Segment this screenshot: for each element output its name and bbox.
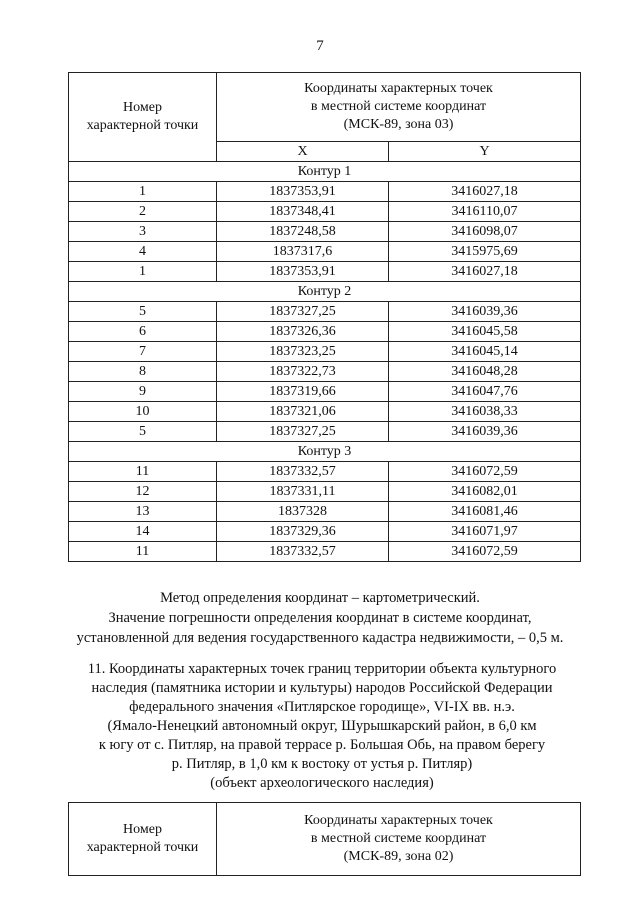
x-coordinate-cell: 1837328 [217,502,389,522]
table-row [69,482,581,502]
point-number-cell: 10 [69,402,217,422]
table-row [69,222,581,242]
point-number-cell: 5 [69,302,217,322]
method-line: Значение погрешности определения координат в системе координат, [108,610,532,626]
header-line: в местной системе координат [310,99,487,114]
table-row [69,242,581,262]
table-row [69,522,581,542]
x-coordinate-cell: 1837323,25 [217,342,389,362]
table-row [69,542,581,562]
point-number-cell: 3 [69,222,217,242]
header-line: (МСК-89, зона 02) [343,849,454,864]
section-11-heading [40,660,604,793]
y-coordinate-cell: 3416045,58 [389,322,581,342]
table-row [69,202,581,222]
method-line: Метод определения координат – картометрический. [160,590,480,606]
table-row [69,262,581,282]
y-coordinate-cell: 3416045,14 [389,342,581,362]
table-row [69,182,581,202]
point-number-cell: 8 [69,362,217,382]
y-coordinate-cell: 3416027,18 [389,262,581,282]
point-number-cell: 13 [69,502,217,522]
table-row [69,302,581,322]
x-coordinate-cell: 1837332,57 [217,462,389,482]
point-number-cell: 12 [69,482,217,502]
x-coordinate-cell: 1837248,58 [217,222,389,242]
table-row [69,382,581,402]
header-line: характерной точки [86,118,199,133]
section-line: к югу от с. Питляр, на правой террасе р. Большая Обь, на правом берегу [98,737,546,753]
x-coordinate-cell: 1837329,36 [217,522,389,542]
method-line: установленной для ведения государственного кадастра недвижимости, – 0,5 м. [76,630,564,646]
header-line: Координаты характерных точек [304,813,493,828]
point-number-cell: 11 [69,462,217,482]
method-note [60,588,580,648]
y-coordinate-cell: 3416027,18 [389,182,581,202]
y-coordinate-cell: 3416072,59 [389,542,581,562]
contour-label: Контур 1 [69,162,581,182]
x-coordinate-cell: 1837353,91 [217,182,389,202]
point-number-header [69,73,217,162]
point-number-cell: 5 [69,422,217,442]
y-coordinate-cell: 3416110,07 [389,202,581,222]
table-row [69,422,581,442]
table-row [69,402,581,422]
coordinates-header [217,803,581,876]
point-number-cell: 9 [69,382,217,402]
point-number-cell: 2 [69,202,217,222]
x-coordinate-cell: 1837326,36 [217,322,389,342]
x-coordinate-cell: 1837317,6 [217,242,389,262]
point-number-header [69,803,217,876]
coordinates-header [217,73,581,142]
coordinates-table-zone-02 [68,802,581,876]
x-coordinate-cell: 1837322,73 [217,362,389,382]
y-coordinate-cell: 3416039,36 [389,302,581,322]
header-line: характерной точки [86,840,199,855]
section-line: наследия (памятника истории и культуры) народов Российской Федерации [91,680,553,696]
y-coordinate-cell: 3416071,97 [389,522,581,542]
section-line: федерального значения «Питлярское городище», VI-IX вв. н.э. [129,699,515,715]
page-number: 7 [316,38,324,54]
x-coordinate-cell: 1837319,66 [217,382,389,402]
header-line: Номер [123,100,162,115]
table-row [69,362,581,382]
y-coordinate-cell: 3416038,33 [389,402,581,422]
point-number-cell: 14 [69,522,217,542]
y-coordinate-cell: 3415975,69 [389,242,581,262]
section-line: (Ямало-Ненецкий автономный округ, Шурышкарский район, в 6,0 км [107,718,537,734]
table-row [69,342,581,362]
y-coordinate-cell: 3416098,07 [389,222,581,242]
contour-label: Контур 3 [69,442,581,462]
section-line: (объект археологического наследия) [210,775,434,791]
point-number-cell: 11 [69,542,217,562]
table-row [69,462,581,482]
x-column-header: X [217,142,389,162]
header-line: в местной системе координат [310,831,487,846]
x-coordinate-cell: 1837348,41 [217,202,389,222]
point-number-cell: 7 [69,342,217,362]
x-coordinate-cell: 1837327,25 [217,422,389,442]
contour-row [69,282,581,302]
y-coordinate-cell: 3416081,46 [389,502,581,522]
y-coordinate-cell: 3416072,59 [389,462,581,482]
contour-row [69,442,581,462]
contour-label: Контур 2 [69,282,581,302]
y-coordinate-cell: 3416082,01 [389,482,581,502]
x-coordinate-cell: 1837327,25 [217,302,389,322]
y-coordinate-cell: 3416047,76 [389,382,581,402]
header-line: (МСК-89, зона 03) [343,117,454,132]
contour-row [69,162,581,182]
header-line: Координаты характерных точек [304,81,493,96]
point-number-cell: 6 [69,322,217,342]
section-line: 11. Координаты характерных точек границ территории объекта культурного [87,661,557,677]
point-number-cell: 1 [69,182,217,202]
table-row [69,502,581,522]
x-coordinate-cell: 1837353,91 [217,262,389,282]
y-coordinate-cell: 3416039,36 [389,422,581,442]
coordinates-table-body [69,162,581,562]
point-number-cell: 4 [69,242,217,262]
x-coordinate-cell: 1837332,57 [217,542,389,562]
point-number-cell: 1 [69,262,217,282]
section-line: р. Питляр, в 1,0 км к востоку от устья р. Питляр) [171,756,473,772]
coordinates-table-zone-03 [68,72,581,562]
x-coordinate-cell: 1837331,11 [217,482,389,502]
x-coordinate-cell: 1837321,06 [217,402,389,422]
table-row [69,322,581,342]
header-line: Номер [123,822,162,837]
y-coordinate-cell: 3416048,28 [389,362,581,382]
y-column-header: Y [389,142,581,162]
